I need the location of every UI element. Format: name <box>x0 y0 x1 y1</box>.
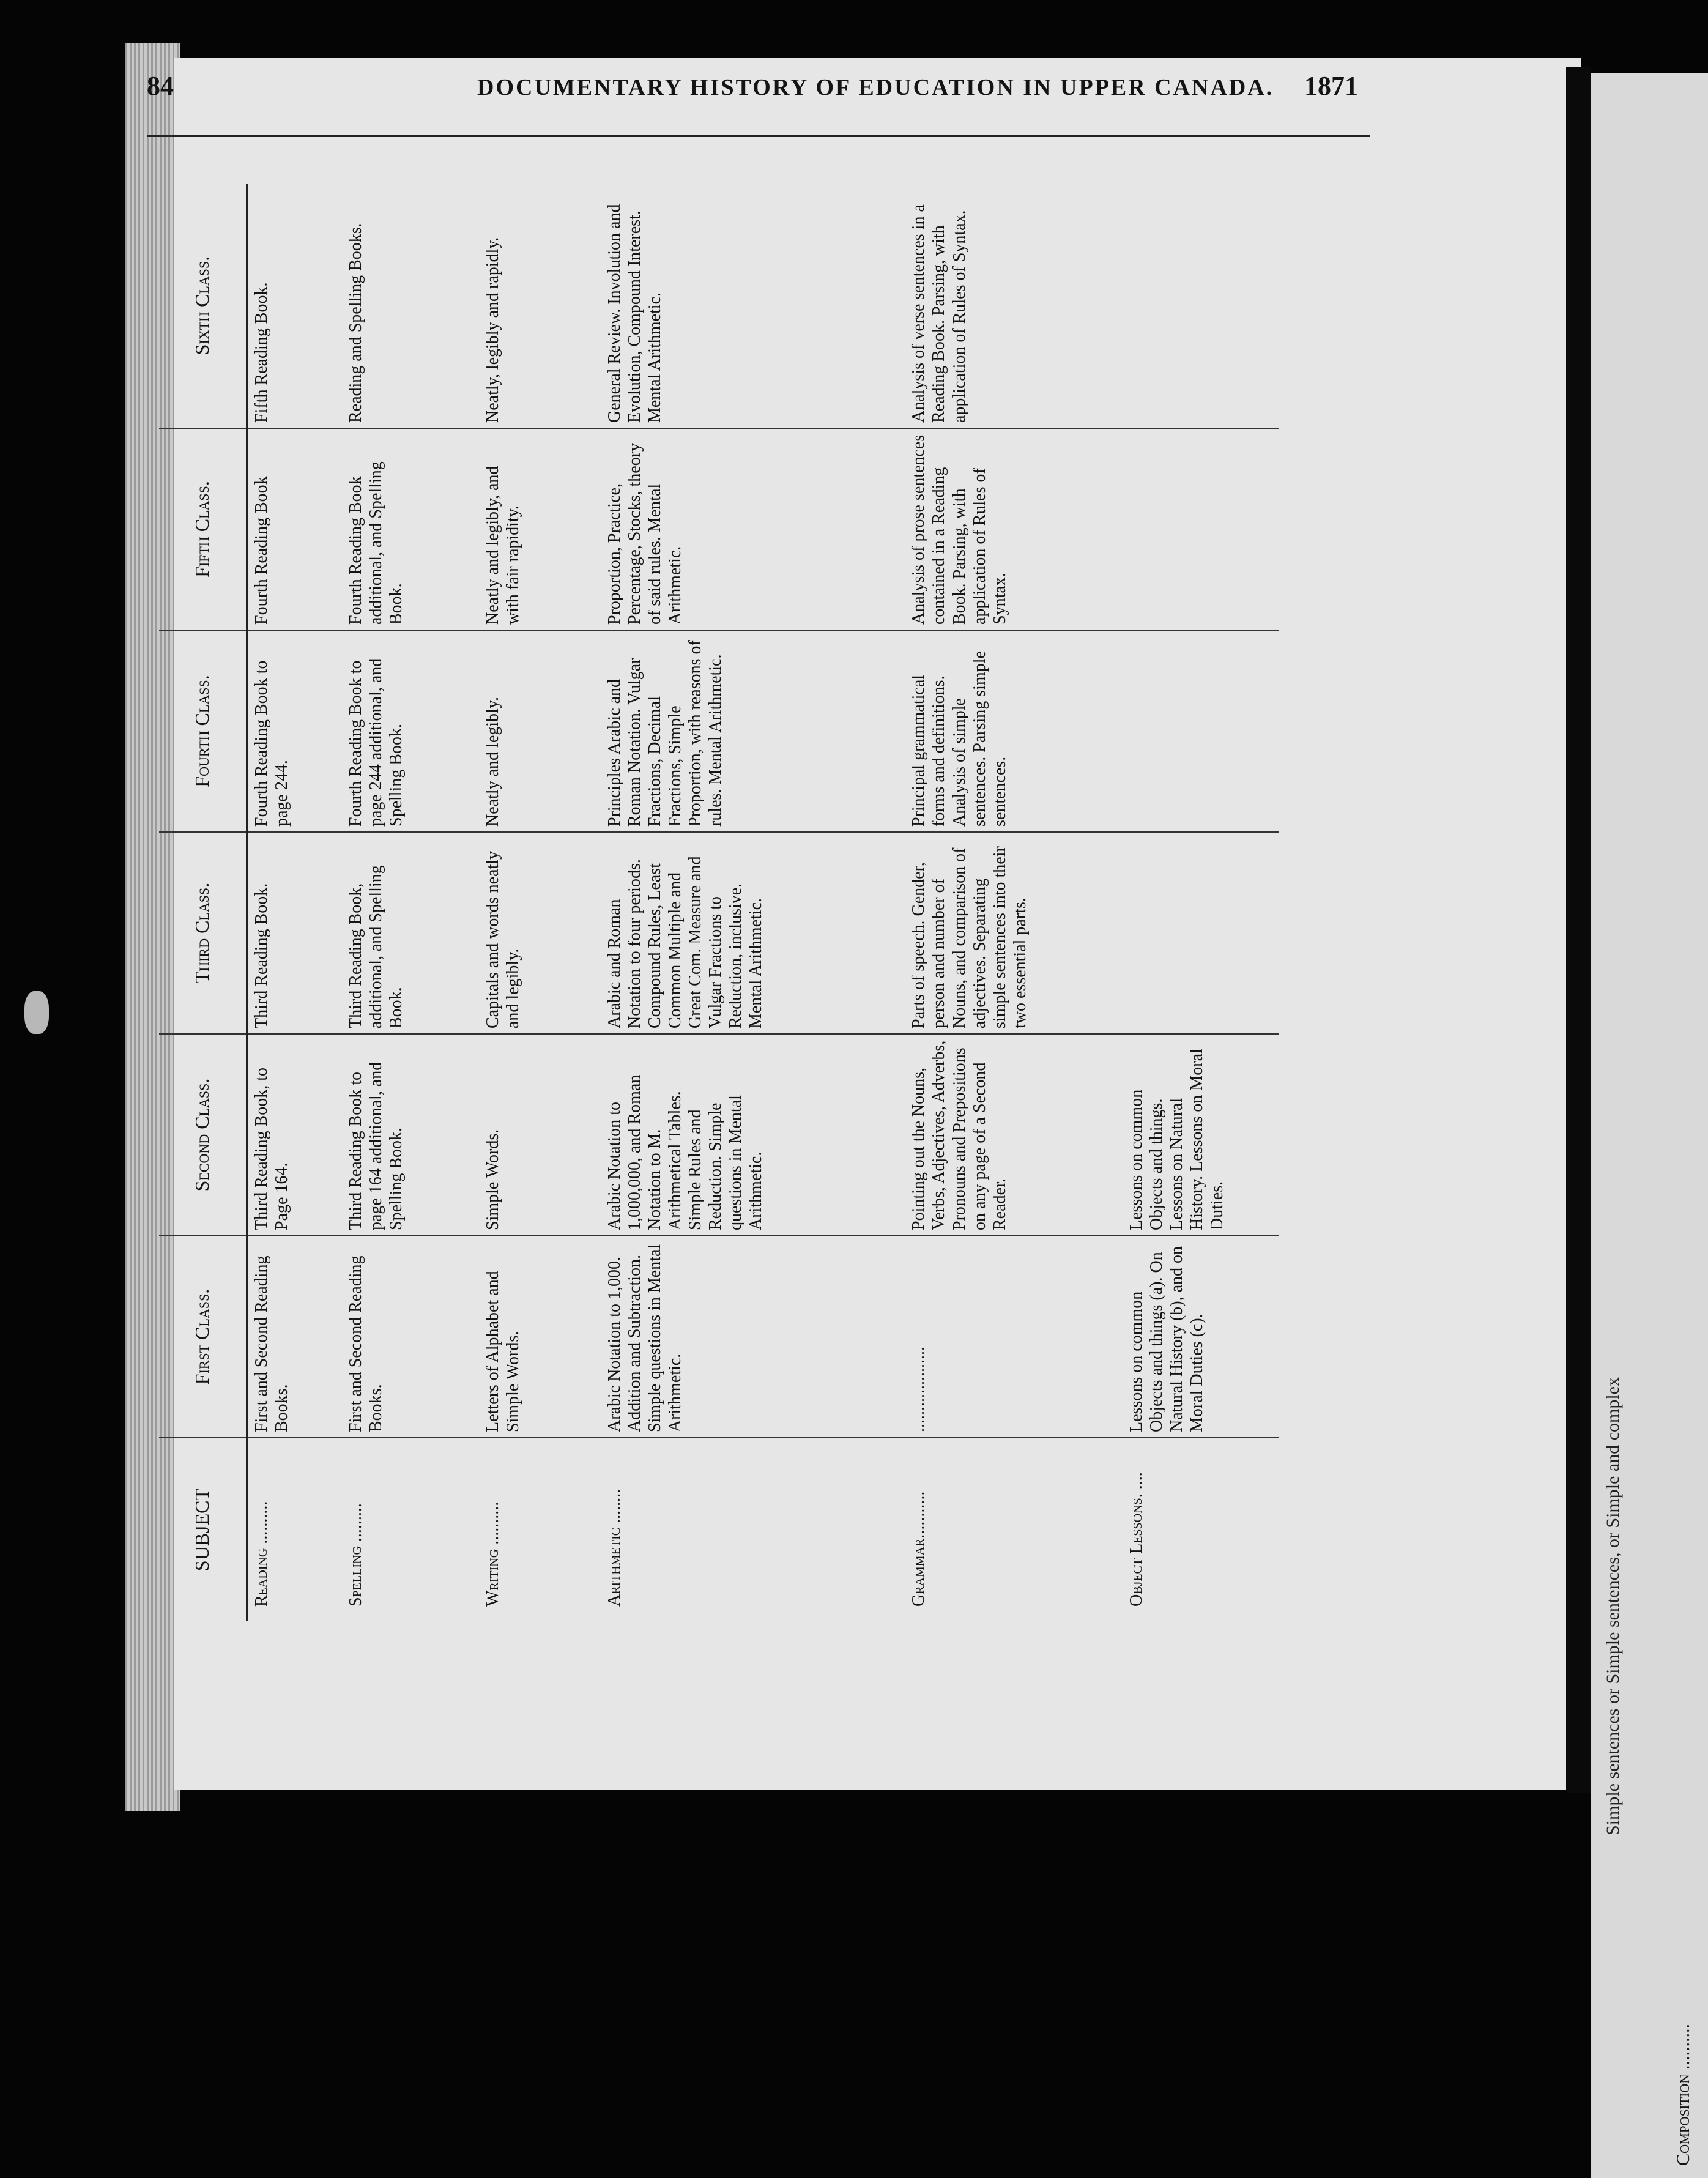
table-cell: Neatly and legibly, and with fair rapidity. <box>479 428 601 630</box>
book-gutter <box>1566 67 1591 1793</box>
page-number: 84 <box>147 71 174 101</box>
table-cell: Third Reading Book. <box>247 832 342 1034</box>
table-row-writing <box>479 184 601 1621</box>
table-cell <box>1123 832 1279 1034</box>
col-header-subject: SUBJECT <box>159 1438 247 1621</box>
table-cell: Principles Arabic and Roman Notation. Vulgar Fractions, Decimal Fractions, Simple Proportion, with reasons of rules. Mental Arithmetic. <box>601 630 905 832</box>
subject-reading: Reading .......... <box>247 1438 342 1621</box>
curriculum-table-rotated <box>159 184 1279 1621</box>
col-header-fifth-class: Fifth Class. <box>159 428 247 630</box>
table-cell: Pointing out the Nouns, Verbs, Adjectives, Adverbs, Pronouns and Prepositions on any page of a Second Reader. <box>905 1034 1123 1236</box>
subject-grammar: Grammar........... <box>905 1438 1123 1621</box>
header-year: 1871 <box>1304 71 1358 101</box>
running-title: DOCUMENTARY HISTORY OF EDUCATION IN UPPER CANADA. <box>477 75 1274 100</box>
table-cell: Arabic Notation to 1,000,000, and Roman Notation to M. Arithmetical Tables. Simple Rules and Reduction. Simple questions in Mental Arithmetic. <box>601 1034 905 1236</box>
table-cell <box>1123 428 1279 630</box>
subject-arithmetic: Arithmetic ........ <box>601 1438 905 1621</box>
table-cell: Lessons on common Objects and things. Lessons on Natural History. Lessons on Moral Duties. <box>1123 1034 1279 1236</box>
composition-label: Composition .......... <box>1673 2023 1693 2166</box>
subject-object-lessons: Object Lessons. .... <box>1123 1438 1279 1621</box>
table-cell: Neatly and legibly. <box>479 630 601 832</box>
table-row-grammar <box>905 184 1123 1621</box>
table-cell: Third Reading Book, to Page 164. <box>247 1034 342 1236</box>
table-cell: Analysis of verse sentences in a Reading Book. Parsing, with application of Rules of Syntax. <box>909 204 969 423</box>
table-cell: Third Reading Book, additional, and Spelling Book. <box>342 832 479 1034</box>
table-row-object-lessons <box>1123 184 1279 1621</box>
table-cell: Principal grammatical forms and definitions. Analysis of simple sentences. Parsing simple sentences. <box>905 630 1123 832</box>
table-cell: Fifth Reading Book. <box>252 282 271 423</box>
table-cell: General Review. Involution and Evolution, Compound Interest. Mental Arithmetic. <box>605 204 665 423</box>
table-cell: Neatly, legibly and rapidly. <box>483 237 503 423</box>
table-cell <box>1123 630 1279 832</box>
table-cell <box>1123 184 1279 428</box>
table-cell: Fourth Reading Book additional, and Spelling Book. <box>342 428 479 630</box>
table-cell: Arabic Notation to 1,000. Addition and Subtraction. Simple questions in Mental Arithmetic. <box>601 1236 905 1438</box>
table-cell: Parts of speech. Gender, person and number of Nouns, and comparison of adjectives. Separating simple sentences into their two essential parts. <box>905 832 1123 1034</box>
table-cell: Lessons on common Objects and things (a). On Natural History (b), and on Moral Duties (c). <box>1123 1236 1279 1438</box>
table-cell: First and Second Reading Books. <box>247 1236 342 1438</box>
table-cell: Capitals and words neatly and legibly. <box>479 832 601 1034</box>
table-cell: Reading and Spelling Books. <box>346 223 365 423</box>
subject-writing: Writing .......... <box>479 1438 601 1621</box>
table-cell: Third Reading Book to page 164 additional, and Spelling Book. <box>342 1034 479 1236</box>
table-cell: Analysis of prose sentences contained in a Reading Book. Parsing, with application of Rules of Syntax. <box>905 428 1123 630</box>
running-header <box>147 70 1358 125</box>
col-header-third-class: Third Class. <box>159 832 247 1034</box>
col-header-first-class: First Class. <box>159 1236 247 1438</box>
table-cell: Arabic and Roman Notation to four periods. Compound Rules, Least Common Multiple and Great Com. Measure and Vulgar Fractions to Reduction, inclusive. Mental Arithmetic. <box>601 832 905 1034</box>
table-cell: Fourth Reading Book <box>247 428 342 630</box>
col-header-fourth-class: Fourth Class. <box>159 630 247 832</box>
subject-spelling: Spelling ......... <box>342 1438 479 1621</box>
table-cell: Fourth Reading Book to page 244. <box>247 630 342 832</box>
table-cell: Fourth Reading Book to page 244 additional, and Spelling Book. <box>342 630 479 832</box>
table-cell: Letters of Alphabet and Simple Words. <box>479 1236 601 1438</box>
table-header-row <box>159 184 247 1621</box>
table-cell: Simple Words. <box>479 1034 601 1236</box>
table-row-arithmetic <box>601 184 905 1621</box>
header-rule <box>147 135 1370 137</box>
col-header-sixth-class: Sixth Class. <box>159 184 247 428</box>
table-cell: Proportion, Practice, Percentage, Stocks, theory of said rules. Mental Arithmetic. <box>601 428 905 630</box>
facing-page-fragment: Simple sentences or Simple sentences, or Simple and complex <box>1603 1377 1623 1835</box>
col-header-second-class: Second Class. <box>159 1034 247 1236</box>
table-cell: First and Second Reading Books. <box>342 1236 479 1438</box>
table-row-spelling <box>342 184 479 1621</box>
table-row-reading <box>247 184 342 1621</box>
facing-page <box>1591 73 1708 2178</box>
scan-artifact <box>24 991 49 1034</box>
table-cell: .................... <box>905 1236 1123 1438</box>
curriculum-table <box>159 184 1279 1621</box>
